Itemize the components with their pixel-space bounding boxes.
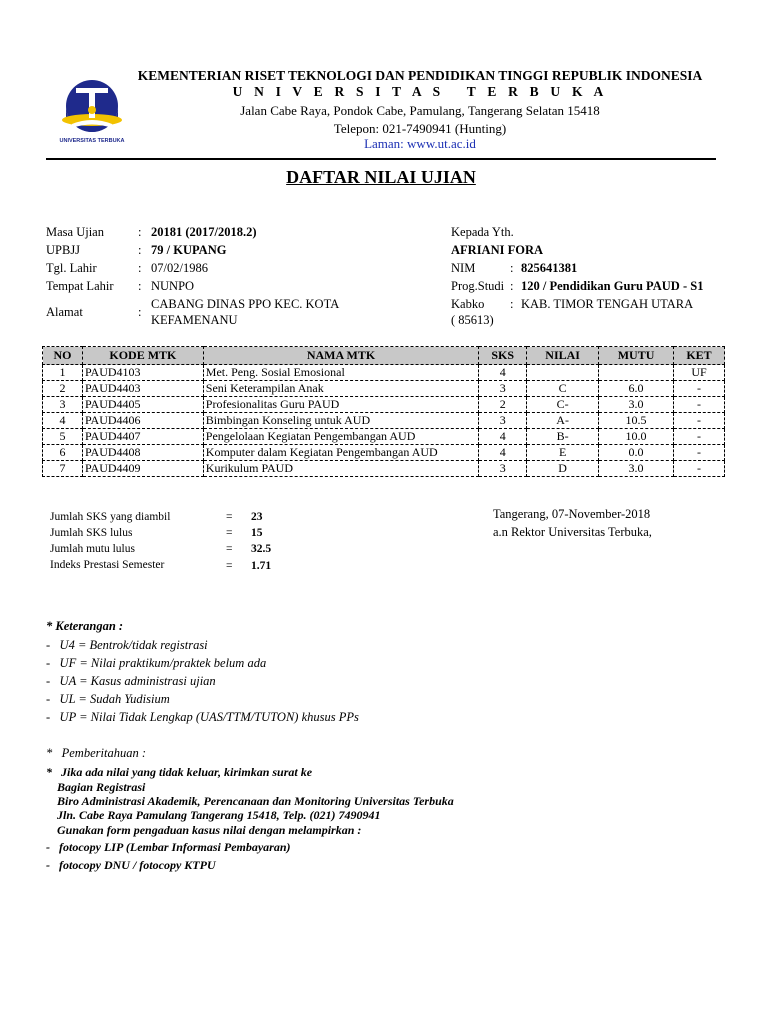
keterangan-title: * Keterangan :	[46, 619, 124, 633]
table-row	[43, 429, 725, 445]
row-sks: 3	[479, 413, 527, 429]
alamat-value-line1: CABANG DINAS PPO KEC. KOTA	[151, 297, 340, 311]
sks-diambil-label: Jumlah SKS yang diambil	[50, 511, 171, 523]
row-nilai: D	[527, 461, 599, 477]
masa-ujian-label: Masa Ujian	[46, 225, 104, 239]
sks-lulus-label: Jumlah SKS lulus	[50, 527, 133, 539]
sks-diambil-value: 23	[251, 511, 263, 523]
tgl-lahir-value: 07/02/1986	[151, 261, 208, 275]
row-nama: Profesionalitas Guru PAUD	[203, 397, 478, 413]
row-no: 6	[43, 445, 83, 461]
row-nilai: C	[527, 381, 599, 397]
table-row	[43, 413, 725, 429]
row-nilai: A-	[527, 413, 599, 429]
row-mutu: 3.0	[599, 397, 674, 413]
row-sks: 4	[479, 445, 527, 461]
row-nilai: C-	[527, 397, 599, 413]
kepada-label: Kepada Yth.	[451, 225, 514, 239]
logo-caption: UNIVERSITAS TERBUKA	[59, 138, 125, 144]
table-row	[43, 365, 725, 381]
prodi-label: Prog.Studi	[451, 279, 505, 293]
row-mutu: 3.0	[599, 461, 674, 477]
table-row	[43, 397, 725, 413]
keterangan-item: - UP = Nilai Tidak Lengkap (UAS/TTM/TUTON) khusus PPs	[46, 710, 359, 724]
student-name: AFRIANI FORA	[451, 243, 544, 257]
row-sks: 4	[479, 429, 527, 445]
column-header: SKS	[479, 347, 527, 365]
table-header-row	[43, 347, 725, 365]
university-phone: Telepon: 021-7490941 (Hunting)	[333, 121, 507, 136]
colon: :	[510, 261, 514, 275]
equals-sign: =	[226, 543, 233, 555]
row-no: 1	[43, 365, 83, 381]
alamat-label: Alamat	[46, 305, 83, 319]
row-ket: UF	[674, 365, 725, 381]
row-sks: 3	[479, 461, 527, 477]
row-nama: Met. Peng. Sosial Emosional	[203, 365, 478, 381]
table-row	[43, 445, 725, 461]
row-no: 7	[43, 461, 83, 477]
row-nama: Bimbingan Konseling untuk AUD	[203, 413, 478, 429]
row-nilai: B-	[527, 429, 599, 445]
pemberitahuan-line: Bagian Registrasi	[57, 780, 146, 794]
colon: :	[510, 297, 514, 311]
row-sks: 4	[479, 365, 527, 381]
mutu-lulus-value: 32.5	[251, 543, 272, 555]
sks-lulus-value: 15	[251, 527, 263, 539]
row-no: 2	[43, 381, 83, 397]
tgl-lahir-label: Tgl. Lahir	[46, 261, 97, 275]
row-ket: -	[674, 429, 725, 445]
row-nilai: E	[527, 445, 599, 461]
keterangan-item: - UL = Sudah Yudisium	[46, 692, 170, 706]
postcode: ( 85613)	[451, 313, 494, 327]
pemberitahuan-line: - fotocopy LIP (Lembar Informasi Pembayaran)	[46, 840, 291, 854]
row-nilai	[527, 365, 599, 381]
row-no: 4	[43, 413, 83, 429]
upbjj-label: UPBJJ	[46, 243, 81, 257]
kabko-label: Kabko	[451, 297, 485, 311]
column-header: KET	[674, 347, 725, 365]
upbjj-value: 79 / KUPANG	[151, 243, 227, 257]
colon: :	[510, 279, 514, 293]
alamat-value-line2: KEFAMENANU	[151, 313, 238, 327]
equals-sign: =	[226, 560, 233, 572]
ips-value: 1.71	[251, 560, 272, 572]
pemberitahuan-line: Jln. Cabe Raya Pamulang Tangerang 15418, Telp. (021) 7490941	[57, 808, 381, 822]
colon: :	[138, 279, 142, 293]
nim-value: 825641381	[521, 261, 578, 275]
colon: :	[138, 261, 142, 275]
column-header: NO	[43, 347, 83, 365]
ministry-name: KEMENTERIAN RISET TEKNOLOGI DAN PENDIDIKAN TINGGI REPUBLIK INDONESIA	[137, 68, 703, 83]
university-website[interactable]: Laman: www.ut.ac.id	[364, 136, 476, 151]
row-no: 5	[43, 429, 83, 445]
university-address: Jalan Cabe Raya, Pondok Cabe, Pamulang, Tangerang Selatan 15418	[240, 103, 600, 118]
place-date: Tangerang, 07-November-2018	[493, 507, 651, 521]
mutu-lulus-label: Jumlah mutu lulus	[50, 543, 135, 555]
kabko-value: KAB. TIMOR TENGAH UTARA	[521, 297, 694, 311]
keterangan-item: - U4 = Bentrok/tidak registrasi	[46, 638, 208, 652]
row-mutu	[599, 365, 674, 381]
row-kode: PAUD4408	[82, 445, 203, 461]
pemberitahuan-line: * Jika ada nilai yang tidak keluar, kirimkan surat ke	[46, 765, 313, 779]
column-header: MUTU	[599, 347, 674, 365]
keterangan-item: - UF = Nilai praktikum/praktek belum ada	[46, 656, 267, 670]
row-sks: 3	[479, 381, 527, 397]
row-mutu: 10.5	[599, 413, 674, 429]
row-kode: PAUD4407	[82, 429, 203, 445]
equals-sign: =	[226, 511, 233, 523]
pemberitahuan-line: Biro Administrasi Akademik, Perencanaan dan Monitoring Universitas Terbuka	[57, 794, 454, 808]
tempat-lahir-label: Tempat Lahir	[46, 279, 114, 293]
table-row	[43, 461, 725, 477]
prodi-value: 120 / Pendidikan Guru PAUD - S1	[521, 279, 704, 293]
row-kode: PAUD4103	[82, 365, 203, 381]
header-divider	[46, 158, 716, 160]
colon: :	[138, 225, 142, 239]
colon: :	[138, 305, 142, 319]
university-name: U N I V E R S I T A S T E R B U K A	[232, 84, 608, 99]
row-ket: -	[674, 397, 725, 413]
pemberitahuan-title: * Pemberitahuan :	[46, 746, 146, 760]
row-nama: Pengelolaan Kegiatan Pengembangan AUD	[203, 429, 478, 445]
row-nama: Komputer dalam Kegiatan Pengembangan AUD	[203, 445, 478, 461]
masa-ujian-value: 20181 (2017/2018.2)	[151, 225, 257, 239]
row-kode: PAUD4403	[82, 381, 203, 397]
row-kode: PAUD4406	[82, 413, 203, 429]
row-no: 3	[43, 397, 83, 413]
row-nama: Seni Keterampilan Anak	[203, 381, 478, 397]
row-mutu: 10.0	[599, 429, 674, 445]
tempat-lahir-value: NUNPO	[151, 279, 195, 293]
document-title: DAFTAR NILAI UJIAN	[286, 167, 476, 187]
row-kode: PAUD4405	[82, 397, 203, 413]
row-mutu: 0.0	[599, 445, 674, 461]
equals-sign: =	[226, 527, 233, 539]
row-kode: PAUD4409	[82, 461, 203, 477]
keterangan-item: - UA = Kasus administrasi ujian	[46, 674, 216, 688]
row-ket: -	[674, 413, 725, 429]
row-ket: -	[674, 461, 725, 477]
nim-label: NIM	[451, 261, 476, 275]
universitas-terbuka-logo	[58, 76, 126, 150]
table-row	[43, 381, 725, 397]
column-header: NAMA MTK	[203, 347, 478, 365]
row-ket: -	[674, 445, 725, 461]
colon: :	[138, 243, 142, 257]
row-mutu: 6.0	[599, 381, 674, 397]
column-header: NILAI	[527, 347, 599, 365]
rector-an: a.n Rektor Universitas Terbuka,	[493, 525, 652, 539]
grades-table	[42, 346, 725, 477]
pemberitahuan-line: - fotocopy DNU / fotocopy KTPU	[46, 858, 216, 872]
row-sks: 2	[479, 397, 527, 413]
row-nama: Kurikulum PAUD	[203, 461, 478, 477]
ips-label: Indeks Prestasi Semester	[50, 559, 165, 571]
pemberitahuan-line: Gunakan form pengaduan kasus nilai dengan melampirkan :	[57, 823, 362, 837]
column-header: KODE MTK	[82, 347, 203, 365]
row-ket: -	[674, 381, 725, 397]
